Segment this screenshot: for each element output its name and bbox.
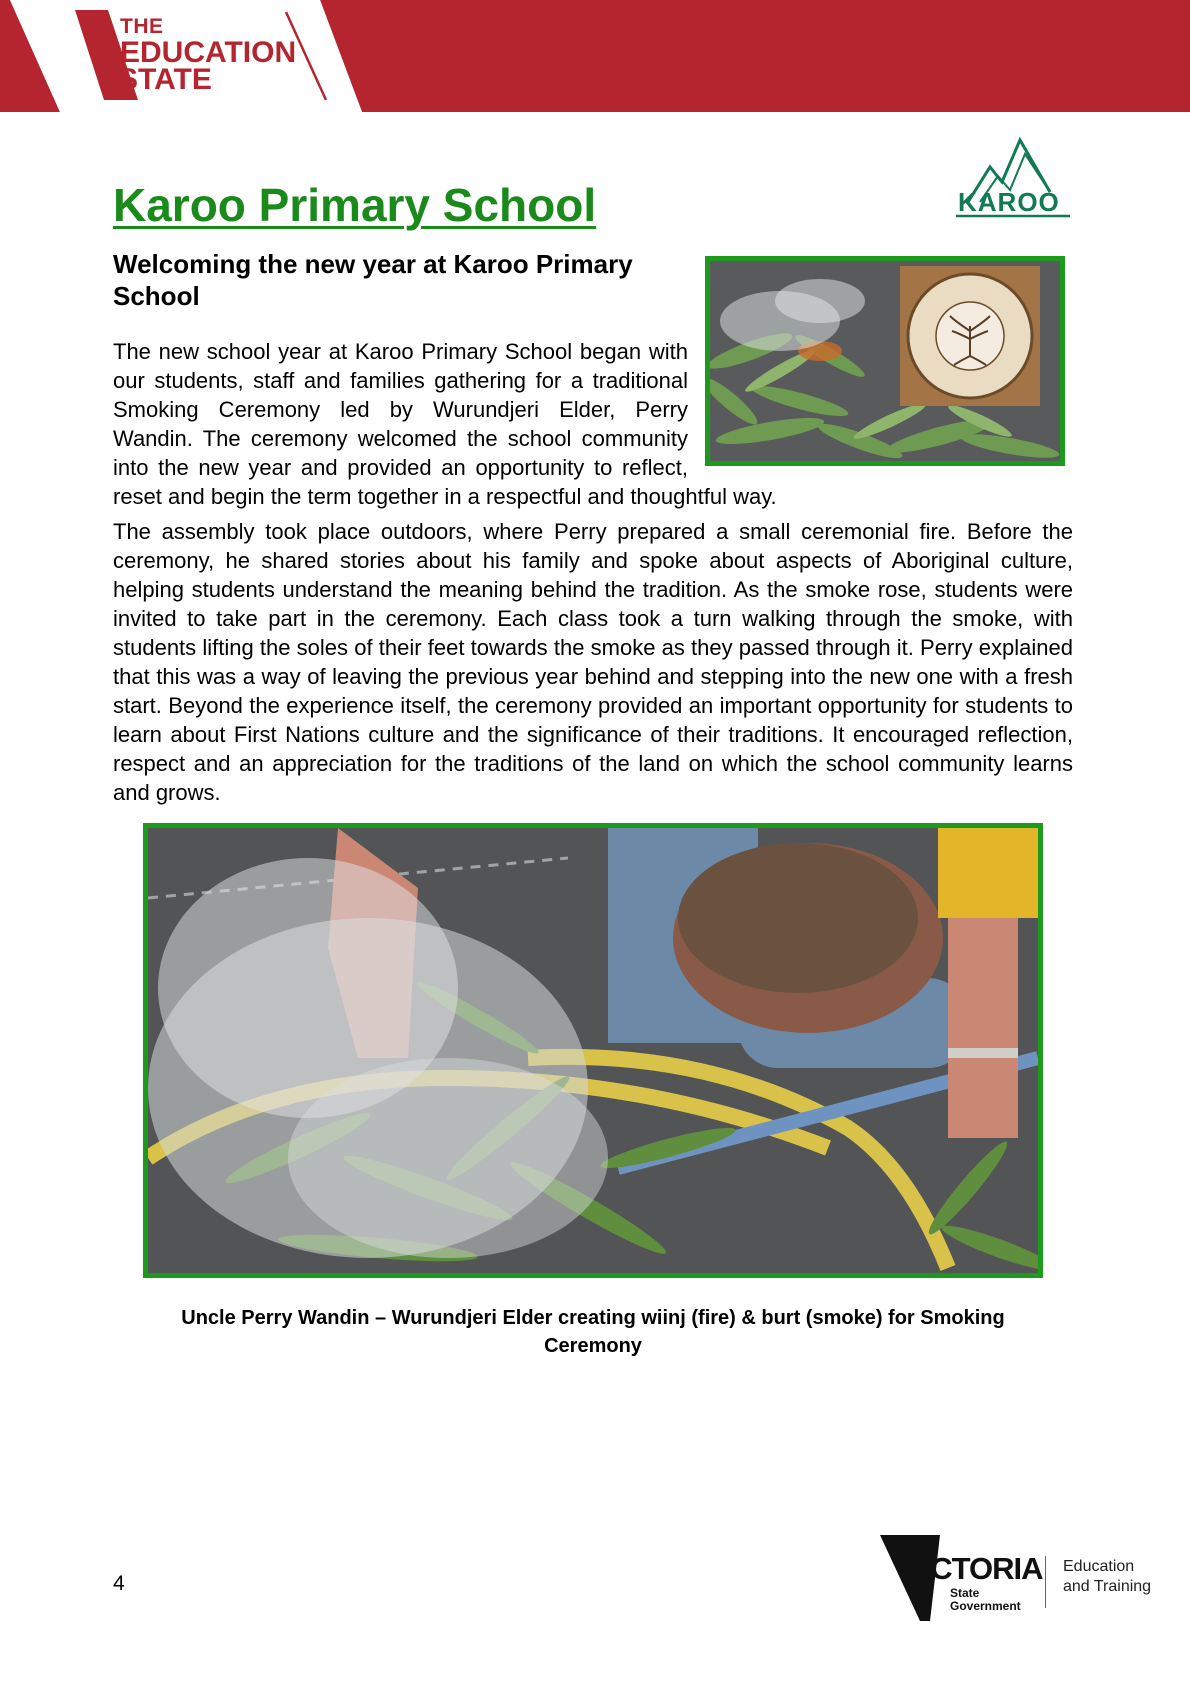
- state-government-text: [950, 1587, 1021, 1613]
- article-paragraph-1: [113, 337, 1073, 511]
- department-line2: and Training: [1063, 1578, 1152, 1595]
- ceremony-photo-large: [143, 823, 1043, 1278]
- header-banner: [0, 0, 1190, 112]
- department-name: [1063, 1557, 1151, 1597]
- logo-line1: THE: [120, 15, 164, 38]
- vic-sub-line1: State: [950, 1586, 980, 1600]
- karoo-logo-text: KAROO: [958, 187, 1060, 217]
- elder-smoking-ceremony-image: [148, 828, 1038, 1273]
- article-paragraph-2: The assembly took place outdoors, where Perry prepared a small ceremonial fire. Before the ceremony, he shared stories about his family and spoke about aspects of Aboriginal culture, helping students understand the meaning behind the tradition. As the smoke rose, students were invited to take part in the ceremony. Each class took a turn walking through the smoke, with students lifting the soles of their feet towards the smoke as they passed through it. Perry explained that this was a way of leaving the previous year behind and stepping into the new one with a fresh start. Beyond the experience itself, the ceremony provided an important opportunity for students to learn about First Nations culture and the significance of their traditions. It encouraged reflection, respect and an appreciation for the traditions of the land on which the school community learns and grows.: [113, 519, 1073, 805]
- education-state-logo: [60, 12, 330, 102]
- photo-spacer: [688, 337, 1073, 482]
- logo-line3: STATE: [118, 63, 212, 96]
- karoo-logo: [950, 132, 1074, 222]
- photo-caption: Uncle Perry Wandin – Wurundjeri Elder creating wiinj (fire) & burt (smoke) for Smoking Ceremony: [181, 1307, 1005, 1357]
- paragraph-1-text: The new school year at Karoo Primary School began with our students, staff and families gathering for a traditional Smoking Ceremony led by Wurundjeri Elder, Perry Wandin. The ceremony welcomed the school community into the new year and provided an opportunity to reflect, reset and begin the term together in a respectful and thoughtful way.: [113, 339, 777, 509]
- department-line1: Education: [1063, 1558, 1135, 1575]
- vic-sub-line2: Government: [950, 1599, 1021, 1613]
- page-title: Karoo Primary School: [113, 179, 597, 231]
- logo-line2: EDUCATION: [120, 36, 297, 69]
- article-subtitle: Welcoming the new year at Karoo Primary School: [113, 249, 633, 311]
- page-number: 4: [113, 1572, 125, 1595]
- logo-divider: [1045, 1556, 1046, 1608]
- victoria-wordmark: VICTORIA: [903, 1551, 1043, 1586]
